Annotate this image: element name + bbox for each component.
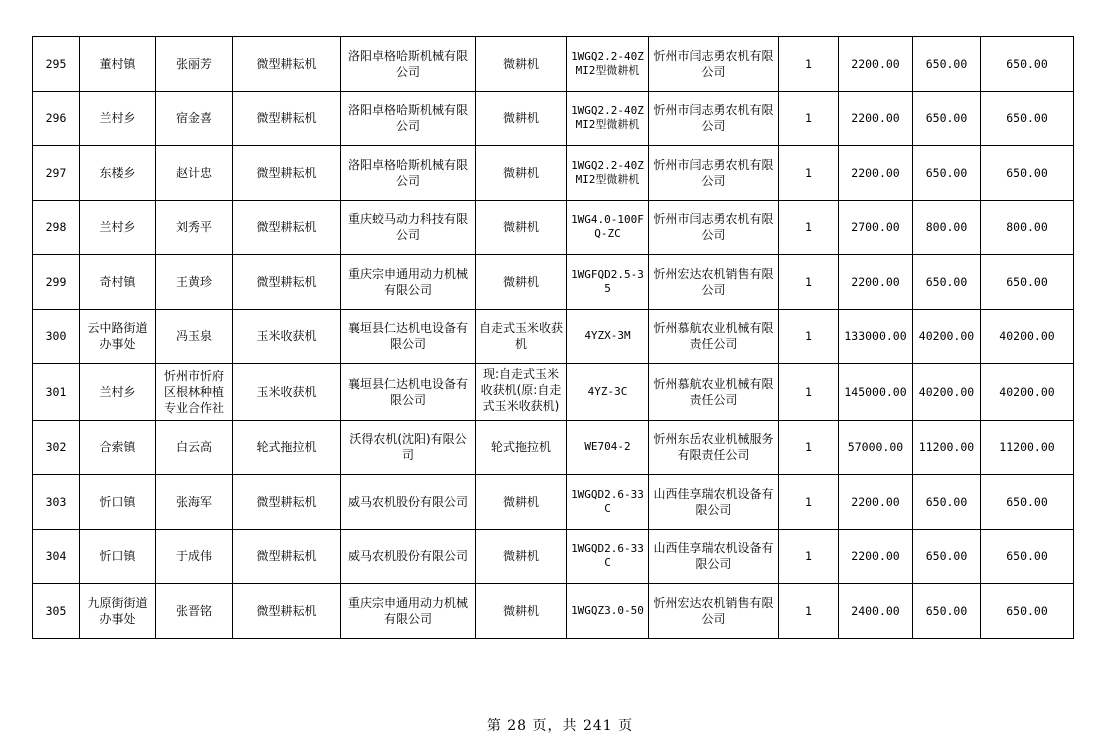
subsidy-table	[32, 36, 1074, 639]
table-row	[33, 91, 1074, 146]
quantity-cell: 1	[779, 255, 839, 310]
subsidy-total-cell: 650.00	[981, 584, 1074, 639]
page-footer: 第 28 页，共 241 页	[486, 718, 634, 734]
seq-cell: 304	[33, 529, 80, 584]
manufacturer-cell: 重庆宗申通用动力机械有限公司	[341, 255, 476, 310]
subsidy-amount-cell: 650.00	[913, 91, 981, 146]
price-cell: 2200.00	[839, 37, 913, 92]
buyer-cell: 张海军	[156, 475, 233, 530]
category-cell: 微型耕耘机	[233, 584, 341, 639]
quantity-cell: 1	[779, 420, 839, 475]
seq-cell: 303	[33, 475, 80, 530]
buyer-cell: 冯玉泉	[156, 309, 233, 364]
table-row	[33, 364, 1074, 421]
subsidy-amount-cell: 650.00	[913, 37, 981, 92]
seq-cell: 302	[33, 420, 80, 475]
price-cell: 2200.00	[839, 146, 913, 201]
subsidy-total-cell: 650.00	[981, 37, 1074, 92]
buyer-cell: 赵计忠	[156, 146, 233, 201]
table-row	[33, 584, 1074, 639]
model-cell: 1WGFQD2.5-35	[567, 255, 649, 310]
category-cell: 微型耕耘机	[233, 529, 341, 584]
model-cell: 4YZX-3M	[567, 309, 649, 364]
price-cell: 2200.00	[839, 255, 913, 310]
table-row	[33, 475, 1074, 530]
price-cell: 2700.00	[839, 200, 913, 255]
quantity-cell: 1	[779, 309, 839, 364]
subsidy-total-cell: 650.00	[981, 91, 1074, 146]
subsidy-amount-cell: 650.00	[913, 529, 981, 584]
table-row	[33, 529, 1074, 584]
buyer-cell: 张丽芳	[156, 37, 233, 92]
model-cell: 1WGQZ3.0-50	[567, 584, 649, 639]
product-cell: 微耕机	[476, 146, 567, 201]
product-cell: 微耕机	[476, 200, 567, 255]
table-row	[33, 309, 1074, 364]
town-cell: 奇村镇	[80, 255, 156, 310]
category-cell: 微型耕耘机	[233, 475, 341, 530]
model-cell: 1WGQ2.2-40ZMI2型微耕机	[567, 37, 649, 92]
table-row	[33, 420, 1074, 475]
product-cell: 微耕机	[476, 91, 567, 146]
quantity-cell: 1	[779, 475, 839, 530]
seq-cell: 305	[33, 584, 80, 639]
manufacturer-cell: 威马农机股份有限公司	[341, 475, 476, 530]
category-cell: 微型耕耘机	[233, 91, 341, 146]
category-cell: 微型耕耘机	[233, 146, 341, 201]
subsidy-total-cell: 40200.00	[981, 364, 1074, 421]
manufacturer-cell: 襄垣县仁达机电设备有限公司	[341, 309, 476, 364]
subsidy-total-cell: 650.00	[981, 529, 1074, 584]
price-cell: 2200.00	[839, 475, 913, 530]
town-cell: 忻口镇	[80, 529, 156, 584]
town-cell: 兰村乡	[80, 200, 156, 255]
seq-cell: 299	[33, 255, 80, 310]
manufacturer-cell: 威马农机股份有限公司	[341, 529, 476, 584]
model-cell: WE704-2	[567, 420, 649, 475]
buyer-cell: 忻州市忻府区根林种植专业合作社	[156, 364, 233, 421]
product-cell: 微耕机	[476, 37, 567, 92]
model-cell: 4YZ-3C	[567, 364, 649, 421]
subsidy-total-cell: 650.00	[981, 475, 1074, 530]
subsidy-total-cell: 650.00	[981, 255, 1074, 310]
price-cell: 57000.00	[839, 420, 913, 475]
table-row	[33, 146, 1074, 201]
town-cell: 忻口镇	[80, 475, 156, 530]
manufacturer-cell: 洛阳卓格哈斯机械有限公司	[341, 146, 476, 201]
dealer-cell: 忻州宏达农机销售有限公司	[649, 255, 779, 310]
seq-cell: 300	[33, 309, 80, 364]
subsidy-amount-cell: 800.00	[913, 200, 981, 255]
town-cell: 兰村乡	[80, 91, 156, 146]
subsidy-total-cell: 11200.00	[981, 420, 1074, 475]
manufacturer-cell: 重庆宗申通用动力机械有限公司	[341, 584, 476, 639]
model-cell: 1WGQD2.6-33C	[567, 475, 649, 530]
dealer-cell: 忻州慕航农业机械有限责任公司	[649, 364, 779, 421]
quantity-cell: 1	[779, 37, 839, 92]
quantity-cell: 1	[779, 584, 839, 639]
product-cell: 微耕机	[476, 475, 567, 530]
price-cell: 2200.00	[839, 91, 913, 146]
town-cell: 云中路街道办事处	[80, 309, 156, 364]
quantity-cell: 1	[779, 91, 839, 146]
dealer-cell: 忻州市闫志勇农机有限公司	[649, 146, 779, 201]
category-cell: 玉米收获机	[233, 309, 341, 364]
buyer-cell: 于成伟	[156, 529, 233, 584]
product-cell: 微耕机	[476, 255, 567, 310]
dealer-cell: 山西佳享瑞农机设备有限公司	[649, 529, 779, 584]
quantity-cell: 1	[779, 364, 839, 421]
manufacturer-cell: 沃得农机(沈阳)有限公司	[341, 420, 476, 475]
product-cell: 轮式拖拉机	[476, 420, 567, 475]
dealer-cell: 忻州宏达农机销售有限公司	[649, 584, 779, 639]
manufacturer-cell: 洛阳卓格哈斯机械有限公司	[341, 91, 476, 146]
town-cell: 合索镇	[80, 420, 156, 475]
table-body	[33, 37, 1074, 639]
table-row	[33, 37, 1074, 92]
dealer-cell: 忻州东岳农业机械服务有限责任公司	[649, 420, 779, 475]
quantity-cell: 1	[779, 200, 839, 255]
product-cell: 自走式玉米收获机	[476, 309, 567, 364]
town-cell: 兰村乡	[80, 364, 156, 421]
category-cell: 轮式拖拉机	[233, 420, 341, 475]
table-row	[33, 200, 1074, 255]
price-cell: 145000.00	[839, 364, 913, 421]
dealer-cell: 忻州市闫志勇农机有限公司	[649, 91, 779, 146]
category-cell: 玉米收获机	[233, 364, 341, 421]
price-cell: 133000.00	[839, 309, 913, 364]
buyer-cell: 白云高	[156, 420, 233, 475]
product-cell: 微耕机	[476, 529, 567, 584]
dealer-cell: 忻州市闫志勇农机有限公司	[649, 200, 779, 255]
model-cell: 1WG4.0-100FQ-ZC	[567, 200, 649, 255]
buyer-cell: 张晋铭	[156, 584, 233, 639]
price-cell: 2400.00	[839, 584, 913, 639]
quantity-cell: 1	[779, 146, 839, 201]
model-cell: 1WGQ2.2-40ZMI2型微耕机	[567, 146, 649, 201]
model-cell: 1WGQ2.2-40ZMI2型微耕机	[567, 91, 649, 146]
dealer-cell: 忻州市闫志勇农机有限公司	[649, 37, 779, 92]
town-cell: 董村镇	[80, 37, 156, 92]
subsidy-amount-cell: 650.00	[913, 255, 981, 310]
manufacturer-cell: 重庆蛟马动力科技有限公司	[341, 200, 476, 255]
subsidy-total-cell: 650.00	[981, 146, 1074, 201]
seq-cell: 296	[33, 91, 80, 146]
manufacturer-cell: 洛阳卓格哈斯机械有限公司	[341, 37, 476, 92]
subsidy-amount-cell: 11200.00	[913, 420, 981, 475]
town-cell: 九原街街道办事处	[80, 584, 156, 639]
manufacturer-cell: 襄垣县仁达机电设备有限公司	[341, 364, 476, 421]
subsidy-amount-cell: 650.00	[913, 475, 981, 530]
buyer-cell: 刘秀平	[156, 200, 233, 255]
buyer-cell: 宿金喜	[156, 91, 233, 146]
table-row	[33, 255, 1074, 310]
seq-cell: 301	[33, 364, 80, 421]
seq-cell: 297	[33, 146, 80, 201]
seq-cell: 295	[33, 37, 80, 92]
buyer-cell: 王黄珍	[156, 255, 233, 310]
model-cell: 1WGQD2.6-33C	[567, 529, 649, 584]
category-cell: 微型耕耘机	[233, 200, 341, 255]
subsidy-total-cell: 800.00	[981, 200, 1074, 255]
town-cell: 东楼乡	[80, 146, 156, 201]
product-cell: 现:自走式玉米收获机(原:自走式玉米收获机)	[476, 364, 567, 421]
quantity-cell: 1	[779, 529, 839, 584]
dealer-cell: 忻州慕航农业机械有限责任公司	[649, 309, 779, 364]
subsidy-amount-cell: 650.00	[913, 146, 981, 201]
subsidy-total-cell: 40200.00	[981, 309, 1074, 364]
subsidy-amount-cell: 650.00	[913, 584, 981, 639]
category-cell: 微型耕耘机	[233, 255, 341, 310]
price-cell: 2200.00	[839, 529, 913, 584]
dealer-cell: 山西佳享瑞农机设备有限公司	[649, 475, 779, 530]
subsidy-amount-cell: 40200.00	[913, 364, 981, 421]
product-cell: 微耕机	[476, 584, 567, 639]
subsidy-amount-cell: 40200.00	[913, 309, 981, 364]
category-cell: 微型耕耘机	[233, 37, 341, 92]
seq-cell: 298	[33, 200, 80, 255]
